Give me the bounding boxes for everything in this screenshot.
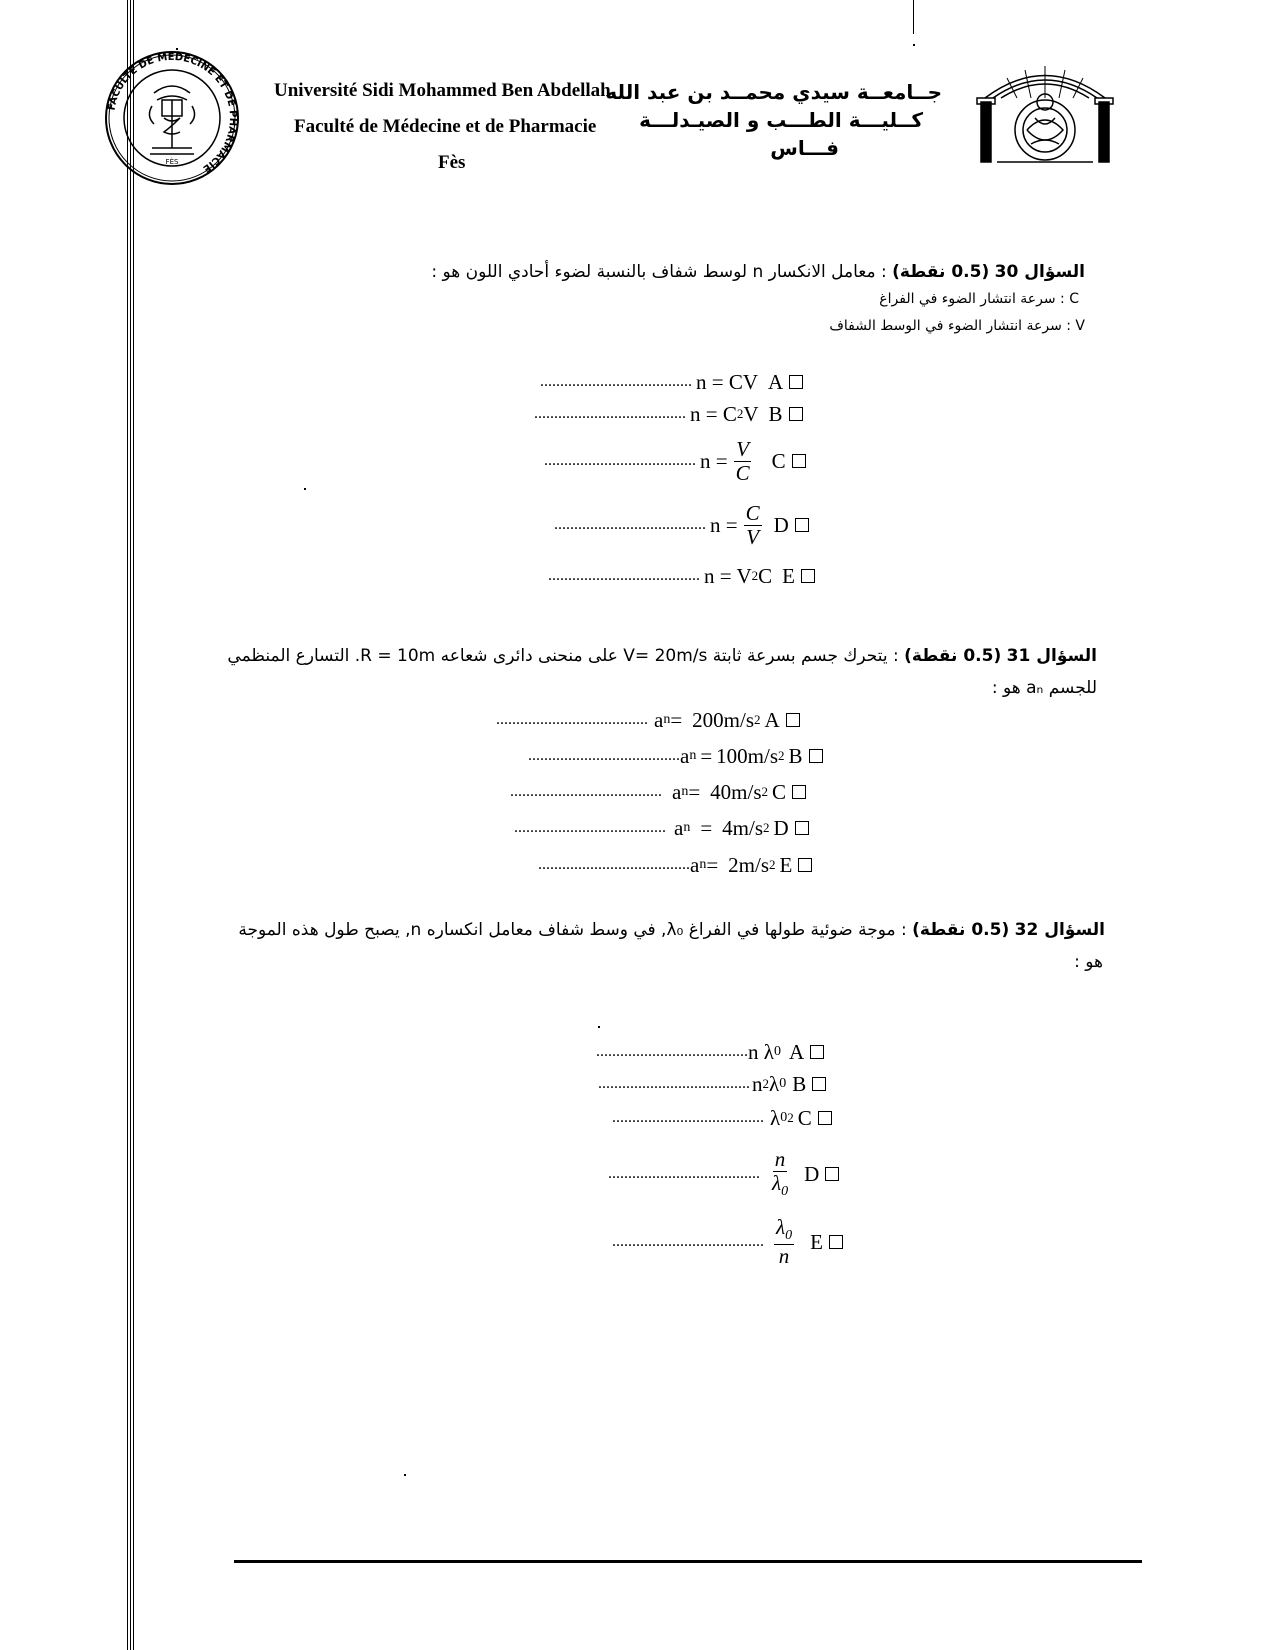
scan-speck <box>304 488 306 490</box>
q32-c-lam: λ <box>770 1105 781 1130</box>
q31-option-e[interactable] <box>538 845 812 885</box>
seal-inner-text: FÈS <box>165 158 179 166</box>
q30-option-e[interactable] <box>548 556 815 596</box>
q31-e-eq: = <box>706 852 719 877</box>
header-ar-university: جــامعــة سيدي محمــد بن عبد الله <box>605 80 942 104</box>
q30-d-den: V <box>746 524 760 549</box>
q32-c-checkbox[interactable] <box>818 1111 832 1125</box>
q32-e-num: λ <box>776 1214 786 1239</box>
q31-option-c[interactable] <box>510 772 806 812</box>
margin-line-3 <box>133 0 134 1650</box>
header-ar-faculty: كــليـــة الطـــب و الصيـدلـــة <box>639 108 923 132</box>
q30-question <box>431 262 1085 282</box>
q31-e-val: 2m/s <box>728 852 770 877</box>
q30-b-expr-post: V <box>743 401 759 426</box>
q31-a-sub: n <box>663 712 671 727</box>
scan-speck <box>598 1026 600 1028</box>
q30-e-expr-pre: n = V <box>704 563 752 588</box>
q30-a-checkbox[interactable] <box>789 375 803 389</box>
q30-option-b[interactable] <box>534 394 803 434</box>
scan-speck <box>404 1474 406 1476</box>
header-fr-city: Fès <box>438 152 466 173</box>
q30-d-checkbox[interactable] <box>795 518 809 532</box>
answer-dots: ...................................... <box>596 1043 748 1060</box>
answer-dots: ...................................... <box>540 373 692 390</box>
q31-d-val: 4m/s <box>722 815 764 840</box>
margin-line-2 <box>130 0 131 1650</box>
answer-dots: ...................................... <box>528 747 680 764</box>
q32-e-checkbox[interactable] <box>829 1235 843 1249</box>
q32-a-expr: n λ <box>748 1039 774 1064</box>
q31-b-sup: 2 <box>778 748 785 763</box>
q30-b-checkbox[interactable] <box>789 407 803 421</box>
q31-option-b[interactable] <box>528 736 823 776</box>
q32-b-checkbox[interactable] <box>812 1077 826 1091</box>
q32-b-letter: B <box>792 1071 807 1096</box>
q32-d-letter: D <box>804 1161 820 1186</box>
q31-b-letter: B <box>788 743 803 768</box>
q32-b-n: n <box>752 1071 763 1096</box>
q30-b-sup: 2 <box>736 406 744 421</box>
q32-a-letter: A <box>788 1039 805 1064</box>
bottom-rule <box>234 1560 1142 1563</box>
q32-option-d[interactable] <box>608 1142 839 1206</box>
answer-dots: ...................................... <box>510 783 662 800</box>
q31-c-sup: 2 <box>761 784 769 799</box>
q31-b-sub: n <box>689 748 697 763</box>
q31-a-letter: A <box>764 707 780 732</box>
q31-c-eq: = <box>688 779 701 804</box>
answer-dots: ...................................... <box>612 1233 764 1250</box>
fold-mark-top <box>913 0 914 34</box>
q30-label: السؤال 30 <box>994 262 1085 282</box>
q32-b-sup: 2 <box>762 1076 769 1091</box>
q32-points: (0.5 نقطة) <box>912 920 1010 940</box>
q30-b-letter: B <box>768 401 783 426</box>
header-fr-university: Université Sidi Mohammed Ben Abdellah <box>274 80 611 101</box>
q32-c-sub: 0 <box>780 1110 788 1125</box>
q32-d-num: n <box>774 1146 786 1171</box>
q31-e-sup: 2 <box>769 857 776 872</box>
q30-d-fraction <box>744 502 762 549</box>
q32-e-sub: 0 <box>785 1228 793 1244</box>
q30-d-pre: n = <box>710 512 738 537</box>
q31-e-checkbox[interactable] <box>798 858 812 872</box>
q31-b-val: 100m/s <box>716 743 779 768</box>
q30-e-sup: 2 <box>751 568 759 583</box>
q31-a-sup: 2 <box>754 712 761 727</box>
q30-def-v: V : سرعة انتشار الضوء في الوسط الشفاف <box>829 318 1085 334</box>
answer-dots: ...................................... <box>598 1075 750 1092</box>
header-ar-city: فـــاس <box>770 136 839 160</box>
q31-c-sub: n <box>681 784 689 799</box>
q32-e-num-wrap <box>774 1216 794 1245</box>
q31-e-sym: a <box>690 852 700 877</box>
q31-d-sym: a <box>674 815 684 840</box>
q31-d-sub: n <box>683 820 691 835</box>
fold-mark-dot <box>913 44 915 46</box>
q30-b-expr-pre: n = C <box>690 401 737 426</box>
header-fr-faculty: Faculté de Médecine et de Pharmacie <box>294 116 597 137</box>
q30-e-expr-post: C <box>758 563 773 588</box>
q30-e-checkbox[interactable] <box>801 569 815 583</box>
q30-def-c: C : سرعة انتشار الضوء في الفراغ <box>879 291 1079 307</box>
q30-points: (0.5 نقطة) <box>892 262 990 282</box>
q32-d-sub: 0 <box>781 1184 789 1200</box>
answer-dots: ...................................... <box>544 452 696 469</box>
q30-d-letter: D <box>773 512 789 537</box>
q30-c-fraction <box>734 438 752 485</box>
faculty-seal-icon <box>102 48 242 188</box>
q32-d-den-wrap <box>770 1172 790 1200</box>
answer-dots: ...................................... <box>554 516 706 533</box>
q32-a-sub: 0 <box>773 1044 781 1059</box>
q31-question <box>227 646 1097 666</box>
q30-a-expr: n = CV <box>696 369 759 394</box>
q31-c-val: 40m/s <box>710 779 762 804</box>
q31-c-sym: a <box>672 779 682 804</box>
answer-dots: ...................................... <box>496 711 648 728</box>
seal-ring-text: FACULTE DE MEDECINE ET DE PHARMACIE <box>106 51 239 175</box>
scan-speck <box>176 48 178 50</box>
q30-text: : معامل الانكسار n لوسط شفاف بالنسبة لضوء أحادي اللون هو : <box>431 262 893 282</box>
q32-text: : موجة ضوئية طولها في الفراغ λ₀, في وسط شفاف معامل انكساره n, يصبح طول هذه الموجة <box>238 920 913 940</box>
q31-a-sym: a <box>654 707 664 732</box>
q30-a-letter: A <box>768 369 784 394</box>
answer-dots: ...................................... <box>548 567 700 584</box>
q31-text: : يتحرك جسم بسرعة ثابتة V= 20m/s على منحنى دائرى شعاعه R = 10m. التسارع المنظمي <box>227 646 905 666</box>
q31-c-letter: C <box>772 779 787 804</box>
q30-c-letter: C <box>771 448 786 473</box>
q31-a-checkbox[interactable] <box>786 713 800 727</box>
q30-c-den: C <box>735 460 750 485</box>
q31-e-letter: E <box>779 852 793 877</box>
q32-e-letter: E <box>810 1229 823 1254</box>
q32-d-fraction <box>770 1148 790 1200</box>
q31-d-eq: = <box>700 815 713 840</box>
q30-d-num: C <box>745 500 760 525</box>
q30-option-d[interactable] <box>554 494 809 556</box>
answer-dots: ...................................... <box>538 856 690 873</box>
q31-b-checkbox[interactable] <box>809 749 823 763</box>
q32-text-line2: هو : <box>1074 952 1103 972</box>
q31-b-sym: a <box>680 743 690 768</box>
margin-line-1 <box>127 0 128 1650</box>
q30-c-pre: n = <box>700 448 728 473</box>
q31-d-sup: 2 <box>763 820 770 835</box>
answer-dots: ...................................... <box>514 819 666 836</box>
q30-c-num: V <box>736 436 750 461</box>
q32-option-c[interactable] <box>612 1098 832 1138</box>
q31-option-a[interactable] <box>496 700 800 740</box>
q32-e-den: n <box>778 1244 790 1269</box>
q30-option-c[interactable] <box>544 430 806 492</box>
q32-option-e[interactable] <box>612 1210 843 1274</box>
q31-e-sub: n <box>699 857 707 872</box>
answer-dots: ...................................... <box>608 1165 760 1182</box>
university-logo-icon <box>975 58 1115 168</box>
q31-b-eq: = <box>700 743 713 768</box>
q31-a-eq: = <box>670 707 683 732</box>
answer-dots: ...................................... <box>534 405 686 422</box>
q30-e-letter: E <box>782 563 795 588</box>
q31-text-line2: للجسم aₙ هو : <box>991 678 1097 698</box>
q31-d-checkbox[interactable] <box>795 821 809 835</box>
q32-a-checkbox[interactable] <box>810 1045 824 1059</box>
q31-option-d[interactable] <box>514 808 809 848</box>
q30-c-checkbox[interactable] <box>792 454 806 468</box>
q32-b-sub: 0 <box>779 1076 787 1091</box>
q31-a-val: 200m/s <box>692 707 755 732</box>
q31-points: (0.5 نقطة) <box>904 646 1002 666</box>
q32-d-checkbox[interactable] <box>825 1167 839 1181</box>
q32-b-lam: λ <box>769 1071 780 1096</box>
q31-label: السؤال 31 <box>1006 646 1097 666</box>
q32-e-fraction <box>774 1216 794 1268</box>
q31-d-letter: D <box>773 815 789 840</box>
q31-c-checkbox[interactable] <box>792 785 806 799</box>
q32-c-sup: 2 <box>787 1110 794 1125</box>
answer-dots: ...................................... <box>612 1109 764 1126</box>
q32-question <box>238 920 1105 940</box>
q32-c-letter: C <box>797 1105 812 1130</box>
q32-d-den: λ <box>772 1170 782 1195</box>
q32-label: السؤال 32 <box>1014 920 1105 940</box>
